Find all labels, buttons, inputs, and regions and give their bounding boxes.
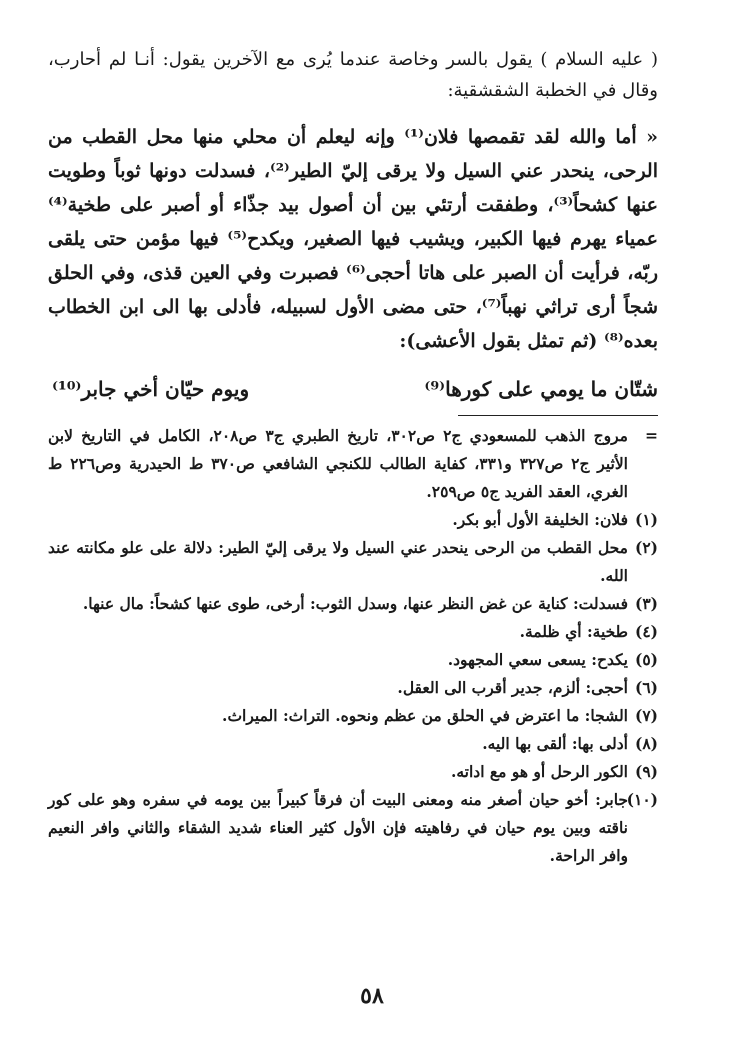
footnote-number: (١٠) [626,790,658,809]
footnote-item [48,674,658,702]
footnote-text: مروج الذهب للمسعودي ج٢ ص٣٠٢، تاريخ الطبري ج٣ ص٢٠٨، الكامل في التاريخ لابن الأثير ج٢ ص٣٢٧ و٣٣١، كفاية الطالب للكنجي الشافعي ص٣٧٠ ط الحيدرية وص٢٢٦ ط الغري، العقد الفريد ج٥ ص٢٥٩. [48,426,628,501]
footnote-number: (٨) [634,734,658,753]
sermon-quote: « أما والله لقد تقمصها فلان⁽¹⁾ وإنه ليعلم أن محلي منها محل القطب من الرحى، ينحدر عني السيل ولا يرقى إليّ الطير⁽²⁾، فسدلت دونها ثوباً وطويت عنها كشحاً⁽³⁾، وطفقت أرتئي بين أن أصول بيد جذّاء أو أصبر على طخية⁽⁴⁾ عمياء يهرم فيها الكبير، ويشيب فيها الصغير، ويكدح⁽⁵⁾ فيها مؤمن حتى يلقى ربّه، فرأيت أن الصبر على هاتا أحجى⁽⁶⁾ فصبرت وفي العين قذى، وفي الحلق شجاً أرى تراثي نهباً⁽⁷⁾، حتى مضى الأول لسبيله، فأدلى بها الى ابن الخطاب بعده⁽⁸⁾ (ثم تمثل بقول الأعشى): [48,126,659,352]
footnote-text: أحجى: ألزم، جدير أقرب الى العقل. [397,678,628,697]
verse-first-hemistich: شتّان ما يومي على كورها⁽⁹⁾ [424,377,658,401]
footnote-item [48,786,658,870]
footnote-item [48,702,658,730]
footnote-item [48,618,658,646]
footnote-item [48,646,658,674]
footnote-number: (١) [634,510,658,529]
footnote-text: محل القطب من الرحى ينحدر عني السيل ولا يرقى إليّ الطير: دلالة على علو مكانته عند الله. [48,538,628,585]
footnote-item [48,730,658,758]
footnote-number: (٩) [634,762,658,781]
page-content [48,44,658,870]
footnote-number: = [645,426,658,445]
footnote-text: أدلى بها: ألقى بها اليه. [482,734,628,753]
footnote-number: (٦) [634,678,658,697]
footnote-text: الكور الرحل أو هو مع اداته. [450,762,628,781]
intro-paragraph: ( عليه السلام ) يقول بالسر وخاصة عندما يُرى مع الآخرين يقول: أنـا لم أحارب، وقال في الخطبة الشقشقية: [48,49,658,101]
footnote-divider [458,415,658,416]
footnote-text: الشجا: ما اعترض في الحلق من عظم ونحوه. التراث: الميراث. [222,706,628,725]
footnote-text: يكدح: يسعى سعي المجهود. [447,650,628,669]
footnote-text: طخية: أي ظلمة. [519,622,628,641]
footnote-item [48,534,658,590]
verse-second-hemistich: ويوم حيّان أخي جابر⁽¹⁰⁾ [52,377,250,401]
footnote-number: (٧) [634,706,658,725]
footnote-number: (٣) [634,594,658,613]
footnotes-list [48,422,658,870]
footnote-number: (٢) [634,538,658,557]
footnote-text: فلان: الخليفة الأول أبو بكر. [452,510,628,529]
footnote-item [48,422,658,506]
footnote-text: فسدلت: كناية عن غض النظر عنها، وسدل الثوب: أرخى، طوى عنها كشحاً: مال عنها. [82,594,628,613]
footnote-item [48,758,658,786]
page-number: ٥٨ [360,983,384,1009]
footnote-text: جابر: أخو حيان أصغر منه ومعنى البيت أن فرقاً كبيراً بين يومه في سفره وهو على كور ناقته وبين يوم حيان في رفاهيته فإن الأول كثير العناء شديد الشقاء والثاني وافر النعيم وافر الراحة. [48,790,628,865]
footnote-item [48,506,658,534]
footnote-number: (٥) [634,650,658,669]
footnote-item [48,590,658,618]
poetry-verse [48,377,658,401]
footnote-number: (٤) [634,622,658,641]
